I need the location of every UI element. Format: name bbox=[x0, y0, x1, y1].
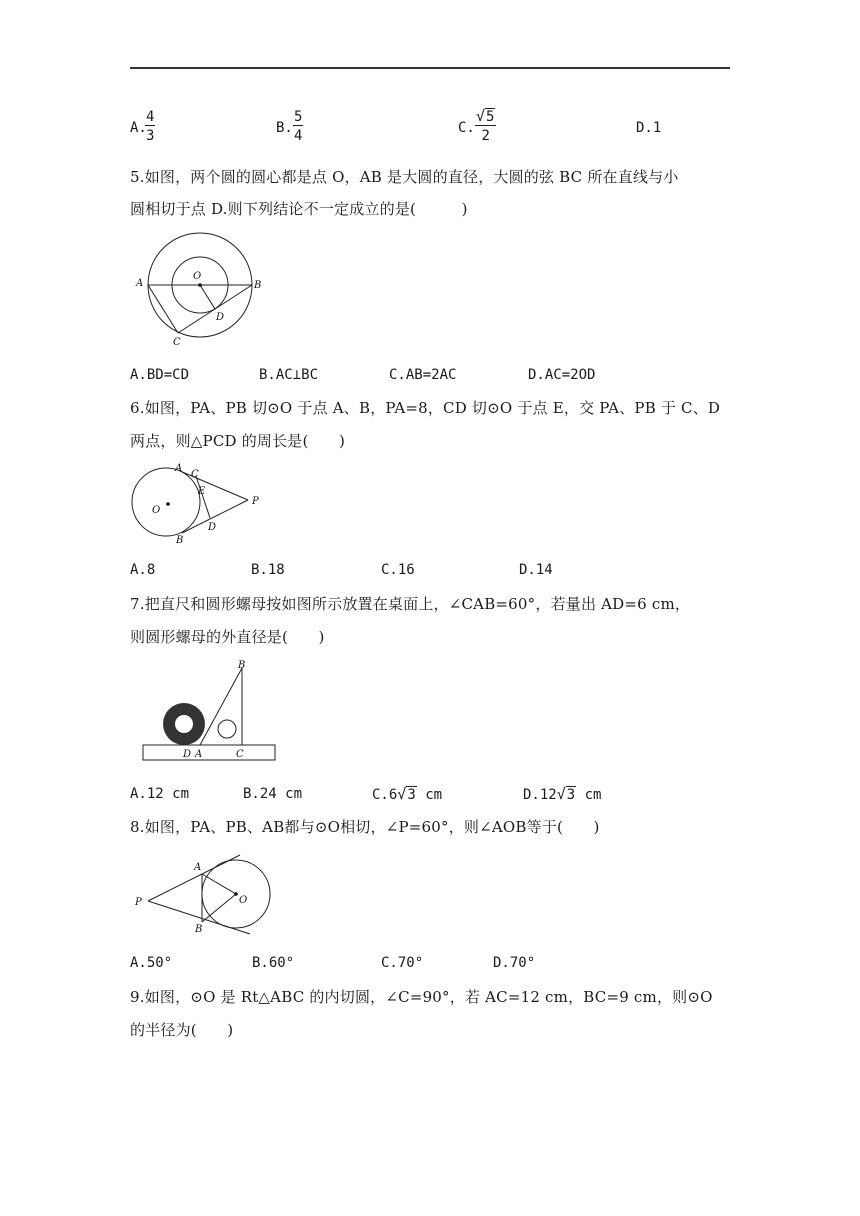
q6-label-B: B bbox=[176, 535, 184, 546]
q9-text-line2: 的半径为( ) bbox=[130, 1021, 234, 1039]
q7-label-D: D bbox=[183, 749, 192, 760]
q4-option-c-fraction: $\frac{√5}{2}$ bbox=[476, 107, 495, 144]
q6-label-P: P bbox=[252, 496, 259, 507]
q5-label-B: B bbox=[254, 280, 262, 291]
q8-option-a: A.50° bbox=[130, 955, 173, 971]
q8-label-P: P bbox=[135, 897, 142, 908]
q6-text-line2: 两点，则△PCD 的周长是( ) bbox=[130, 432, 346, 450]
q7-text-line1: 7.把直尺和圆形螺母按如图所示放置在桌面上，∠CAB=60°，若量出 AD=6 cm， bbox=[130, 595, 691, 613]
q7-option-d: D.12√3 cm bbox=[523, 785, 602, 803]
q8-figure bbox=[132, 852, 277, 940]
q7-option-c: C.6√3 cm bbox=[372, 785, 443, 803]
q6-option-b: B.18 bbox=[251, 562, 285, 578]
q6-label-C: C bbox=[191, 469, 199, 480]
q8-option-d: D.70° bbox=[493, 955, 536, 971]
q4-option-c-label: C. bbox=[458, 120, 475, 136]
q4-option-b-label: B. bbox=[276, 120, 293, 136]
q5-option-d: D.AC=2OD bbox=[528, 367, 596, 383]
q4-option-d: D.1 bbox=[636, 120, 662, 136]
q6-figure bbox=[128, 458, 268, 548]
q6-option-c: C.16 bbox=[381, 562, 415, 578]
q5-text-line1: 5.如图，两个圆的圆心都是点 O，AB 是大圆的直径，大圆的弦 BC 所在直线与小 bbox=[130, 168, 679, 186]
q7-figure bbox=[140, 658, 280, 768]
q8-option-b: B.60° bbox=[252, 955, 295, 971]
header-rule bbox=[130, 67, 730, 69]
q6-option-d: D.14 bbox=[519, 562, 553, 578]
q6-label-E: E bbox=[198, 486, 206, 497]
q5-option-b: B.AC⊥BC bbox=[259, 367, 319, 383]
q6-label-D: D bbox=[208, 522, 217, 533]
q5-option-a: A.BD=CD bbox=[130, 367, 190, 383]
q8-label-B: B bbox=[195, 924, 203, 935]
q4-option-a-label: A. bbox=[130, 120, 147, 136]
q5-label-D: D bbox=[216, 312, 225, 323]
q5-figure bbox=[130, 230, 270, 350]
q8-label-A: A bbox=[194, 862, 202, 873]
q9-text-line1: 9.如图，⊙O 是 Rt△ABC 的内切圆，∠C=90°，若 AC=12 cm，BC=9 cm，则⊙O bbox=[130, 988, 713, 1006]
q5-label-O: O bbox=[193, 271, 202, 282]
q4-option-a-fraction: $\frac{4}{3}$ bbox=[146, 109, 155, 144]
q5-option-c: C.AB=2AC bbox=[389, 367, 457, 383]
q5-label-C: C bbox=[173, 337, 181, 348]
q6-text-line1: 6.如图，PA、PB 切⊙O 于点 A、B，PA=8，CD 切⊙O 于点 E，交 PA、PB 于 C、D bbox=[130, 399, 721, 417]
q7-text-line2: 则圆形螺母的外直径是( ) bbox=[130, 628, 325, 646]
q7-label-C: C bbox=[236, 749, 244, 760]
q8-text-line1: 8.如图，PA、PB、AB都与⊙O相切，∠P=60°，则∠AOB等于( ) bbox=[130, 818, 600, 836]
q6-label-A: A bbox=[175, 463, 183, 474]
q5-text-line2: 圆相切于点 D.则下列结论不一定成立的是( ) bbox=[130, 200, 468, 218]
q8-option-c: C.70° bbox=[381, 955, 424, 971]
q6-label-O: O bbox=[152, 505, 161, 516]
q7-label-B: B bbox=[238, 660, 246, 671]
q7-option-b: B.24 cm bbox=[243, 786, 303, 802]
q7-label-A: A bbox=[195, 749, 203, 760]
q7-option-a: A.12 cm bbox=[130, 786, 190, 802]
q5-label-A: A bbox=[136, 278, 144, 289]
q6-option-a: A.8 bbox=[130, 562, 156, 578]
q4-option-b-fraction: $\frac{5}{4}$ bbox=[294, 109, 303, 144]
q8-label-O: O bbox=[239, 895, 248, 906]
